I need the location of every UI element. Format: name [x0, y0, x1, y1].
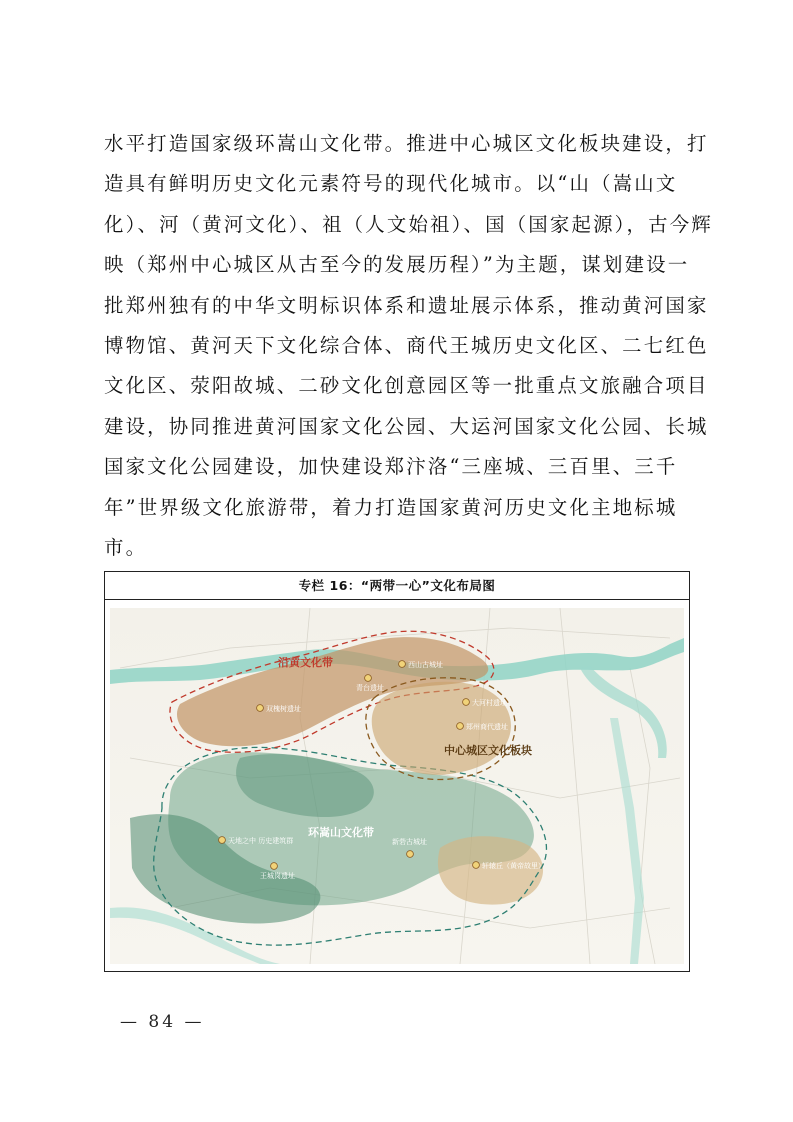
paragraph-line: 国家文化公园建设，加快建设郑汴洛“三座城、三百里、三千 — [104, 455, 678, 479]
site-xuanyuan — [473, 861, 545, 870]
paragraph-line: 博物馆、黄河天下文化综合体、商代王城历史文化区、二七红色 — [104, 334, 709, 358]
site-marker-icon — [257, 705, 264, 712]
site-label: 轩辕丘（黄帝故里） — [482, 862, 545, 870]
paragraph-line: 造具有鲜明历史文化元素符号的现代化城市。以“山（嵩山文 — [104, 172, 678, 196]
paragraph-line: 建设，协同推进黄河国家文化公园、大运河国家文化公园、长城 — [104, 414, 709, 438]
paragraph-line: 化）、河（黄河文化）、祖（人文始祖）、国（国家起源），古今辉 — [104, 212, 713, 236]
figure-box — [104, 571, 690, 972]
site-label: 大河村遗址 — [472, 699, 507, 707]
paragraph-line: 市。 — [104, 536, 148, 560]
zone-label-songshan: 环嵩山文化带 — [308, 826, 374, 839]
site-marker-icon — [407, 851, 414, 858]
site-marker-icon — [399, 661, 406, 668]
site-label: 青台遗址 — [356, 684, 384, 692]
site-label: 王城岗遗址 — [260, 872, 295, 880]
paragraph-line: 水平打造国家级环嵩山文化带。推进中心城区文化板块建设，打 — [104, 132, 709, 155]
xuanyuan-zone — [438, 836, 543, 904]
site-label: 新砦古城址 — [392, 838, 427, 846]
site-label: 天地之中 历史建筑群 — [228, 837, 294, 845]
figure-title: 专栏 16：“两带一心”文化布局图 — [105, 572, 689, 600]
site-marker-icon — [365, 675, 372, 682]
paragraph-line: 映（郑州中心城区从古至今的发展历程）”为主题，谋划建设一 — [104, 253, 690, 277]
paragraph-line: 文化区、荥阳故城、二砂文化创意园区等一批重点文旅融合项目 — [104, 374, 709, 398]
site-label: 郑州商代遗址 — [466, 723, 508, 731]
site-tianzhizhong — [219, 836, 294, 845]
site-label: 西山古城址 — [408, 661, 443, 669]
paragraph-line: 年”世界级文化旅游带，着力打造国家黄河历史文化主地标城 — [104, 495, 678, 519]
culture-layout-map — [110, 608, 684, 964]
zone-label-center: 中心城区文化板块 — [444, 744, 532, 757]
site-marker-icon — [271, 863, 278, 870]
page-number: — 84 — — [120, 1012, 205, 1032]
zone-label-yellow-river: 沿黄文化带 — [278, 656, 333, 669]
site-marker-icon — [473, 862, 480, 869]
site-marker-icon — [463, 699, 470, 706]
body-paragraph — [104, 124, 713, 568]
site-marker-icon — [219, 837, 226, 844]
site-marker-icon — [457, 723, 464, 730]
paragraph-line: 批郑州独有的中华文明标识体系和遗址展示体系，推动黄河国家 — [104, 293, 709, 317]
site-label: 双槐树遗址 — [266, 705, 301, 713]
